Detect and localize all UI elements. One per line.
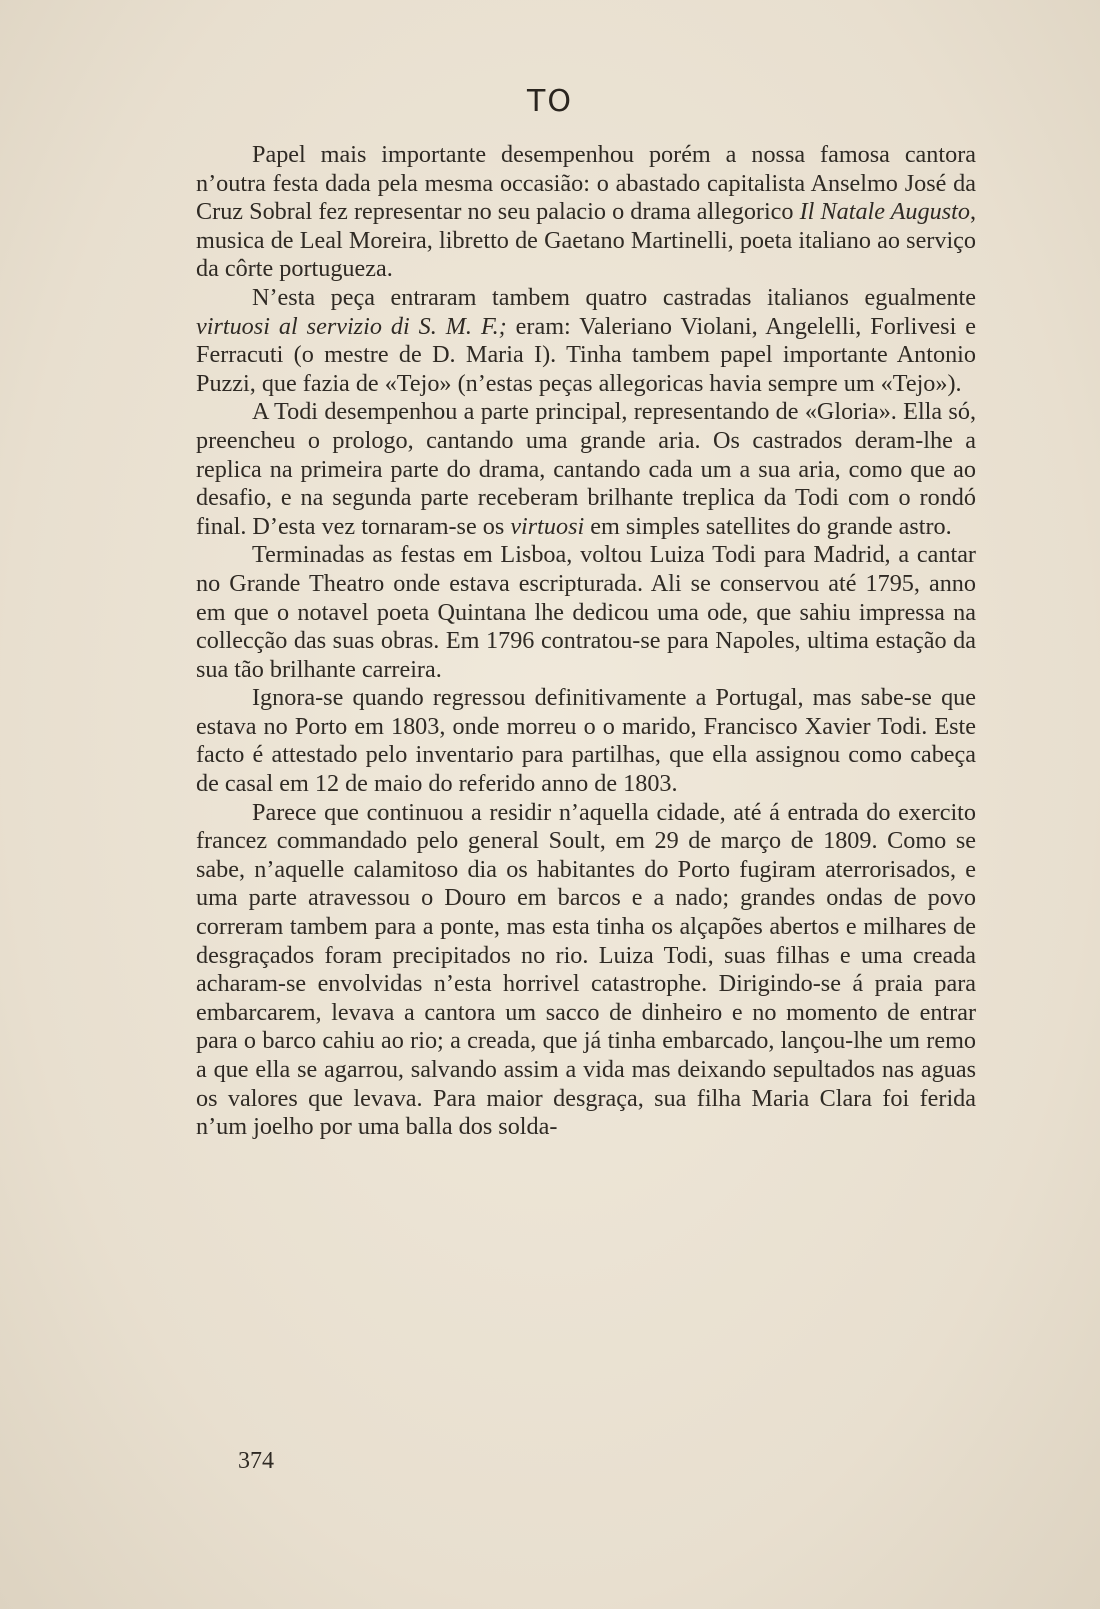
page-number: 374 <box>238 1448 274 1474</box>
text-segment: , musica de Leal Moreira, libretto de Gaetano Martinelli, poeta italiano ao serviço da côrte portugueza. <box>196 198 976 283</box>
paragraph <box>196 799 976 1142</box>
text-segment: N’esta peça entraram tambem quatro castradas italianos egualmente <box>252 283 976 311</box>
italic-title: Il Natale Augusto <box>799 198 970 226</box>
text-segment: A Todi desempenhou a parte principal, representando de «Gloria». Ella só, preencheu o prologo, cantando uma grande aria. Os castrados deram-lhe a replica na primeira parte do drama, cantando cada um a sua aria, como que ao desafio, e na segunda parte receberam brilhante treplica da Todi com o rondó final. D’esta vez tornaram-se os <box>196 398 976 540</box>
italic-phrase: virtuosi al servizio di S. M. F.; <box>196 312 507 340</box>
body-text <box>196 141 976 1142</box>
text-segment: eram: Valeriano Violani, Angelelli, Forlivesi e Ferracuti (o mestre de D. Maria I). Tinha tambem papel importante Antonio Puzzi, que fazia de «Tejo» (n’estas peças allegoricas havia sempre um «Tejo»). <box>196 312 976 397</box>
text-segment: Ignora-se quando regressou definitivamente a Portugal, mas sabe-se que estava no Porto em 1803, onde morreu o o marido, Francisco Xavier Todi. Este facto é attestado pelo inventario para partilhas, que ella assignou como cabeça de casal em 12 de maio do referido anno de 1803. <box>196 684 976 798</box>
text-segment: Terminadas as festas em Lisboa, voltou Luiza Todi para Madrid, a cantar no Grande Theatro onde estava escripturada. Ali se conservou até 1795, anno em que o notavel poeta Quintana lhe dedicou uma ode, que sahiu impressa na collecção das suas obras. Em 1796 contratou-se para Napoles, ultima estação da sua tão brilhante carreira. <box>196 541 976 683</box>
paragraph <box>196 284 976 398</box>
text-segment: Papel mais importante desempenhou porém a nossa famosa cantora n’outra festa dada pela mesma occasião: o abastado capitalista Anselmo José da Cruz Sobral fez representar no seu palacio o drama allegorico <box>196 141 976 226</box>
running-head: TO <box>527 84 573 119</box>
paragraph <box>196 141 976 284</box>
italic-word: virtuosi <box>510 512 585 540</box>
text-segment: Parece que continuou a residir n’aquella cidade, até á entrada do exercito francez commandado pelo general Soult, em 29 de março de 1809. Como se sabe, n’aquelle calamitoso dia os habitantes do Porto fugiram aterrorisados, e uma parte atravessou o Douro em barcos e a nado; grandes ondas de povo correram tambem para a ponte, mas esta tinha os alçapões abertos e milhares de desgraçados foram precipitados no rio. Luiza Todi, suas filhas e uma creada acharam-se envolvidas n’esta horrivel catastrophe. Dirigindo-se á praia para embarcarem, levava a cantora um sacco de dinheiro e no momento de entrar para o barco cahiu ao rio; a creada, que já tinha embarcado, lançou-lhe um remo a que ella se agarrou, salvando assim a vida mas deixando sepultados nas aguas os valores que levava. Para maior desgraça, sua filha Maria Clara foi ferida n’um joelho por uma balla dos solda- <box>196 798 976 1141</box>
text-segment: em simples satellites do grande astro. <box>584 512 952 540</box>
paragraph <box>196 541 976 684</box>
paragraph <box>196 398 976 541</box>
paragraph <box>196 684 976 798</box>
